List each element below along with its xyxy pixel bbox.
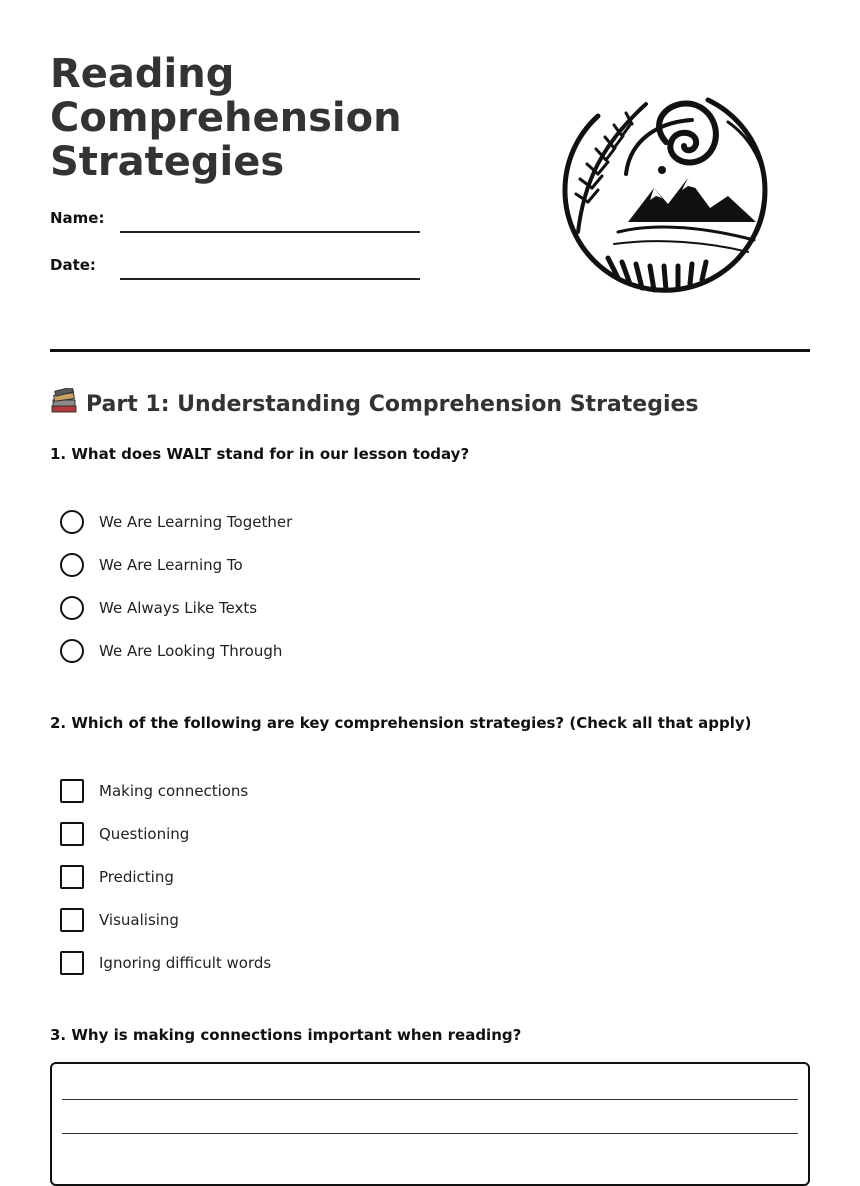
q1-option-4-label: We Are Looking Through bbox=[99, 642, 283, 660]
date-input-line[interactable] bbox=[120, 278, 420, 280]
q1-option-2[interactable] bbox=[60, 552, 243, 578]
date-label: Date: bbox=[50, 256, 96, 274]
checkbox[interactable] bbox=[60, 908, 84, 932]
radio-button[interactable] bbox=[60, 639, 84, 663]
radio-button[interactable] bbox=[60, 553, 84, 577]
name-input-line[interactable] bbox=[120, 231, 420, 233]
q1-option-2-label: We Are Learning To bbox=[99, 556, 243, 574]
q1-option-4[interactable] bbox=[60, 638, 282, 664]
question-1-prompt: 1. What does WALT stand for in our lesson today? bbox=[50, 445, 470, 463]
worksheet-title: Reading Comprehension Strategies bbox=[50, 51, 402, 185]
books-icon bbox=[50, 388, 78, 414]
q2-option-1-label: Making connections bbox=[99, 782, 249, 800]
q2-option-5-label: Ignoring difficult words bbox=[99, 954, 272, 972]
koru-fern-mountains-logo bbox=[558, 82, 774, 300]
part1-heading bbox=[50, 388, 699, 417]
checkbox[interactable] bbox=[60, 779, 84, 803]
q2-option-5[interactable] bbox=[60, 950, 271, 976]
part1-heading-text: Part 1: Understanding Comprehension Strategies bbox=[86, 392, 699, 417]
checkbox[interactable] bbox=[60, 951, 84, 975]
q2-option-2-label: Questioning bbox=[99, 825, 190, 843]
q2-option-4-label: Visualising bbox=[99, 911, 179, 929]
radio-button[interactable] bbox=[60, 510, 84, 534]
answer-line bbox=[62, 1133, 798, 1134]
checkbox[interactable] bbox=[60, 822, 84, 846]
q2-option-2[interactable] bbox=[60, 821, 189, 847]
header-divider bbox=[50, 349, 810, 352]
answer-line bbox=[62, 1099, 798, 1100]
question-2-prompt: 2. Which of the following are key comprehension strategies? (Check all that apply) bbox=[50, 714, 752, 732]
name-label: Name: bbox=[50, 209, 105, 227]
q1-option-3[interactable] bbox=[60, 595, 257, 621]
q1-option-3-label: We Always Like Texts bbox=[99, 599, 258, 617]
q1-option-1-label: We Are Learning Together bbox=[99, 513, 293, 531]
q2-option-4[interactable] bbox=[60, 907, 179, 933]
question-3-prompt: 3. Why is making connections important when reading? bbox=[50, 1026, 522, 1044]
q2-option-3-label: Predicting bbox=[99, 868, 174, 886]
q3-answer-box[interactable] bbox=[50, 1062, 810, 1186]
q2-option-3[interactable] bbox=[60, 864, 174, 890]
q2-option-1[interactable] bbox=[60, 778, 248, 804]
checkbox[interactable] bbox=[60, 865, 84, 889]
q1-option-1[interactable] bbox=[60, 509, 292, 535]
radio-button[interactable] bbox=[60, 596, 84, 620]
